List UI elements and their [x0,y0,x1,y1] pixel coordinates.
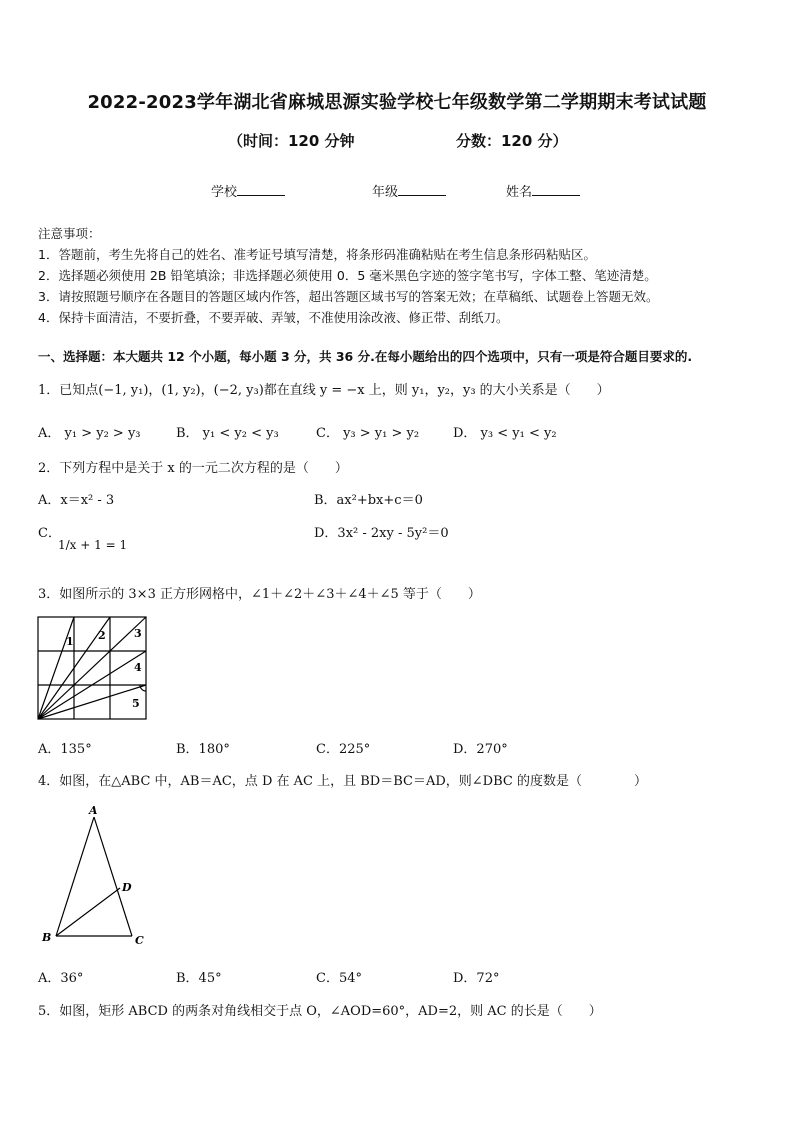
q1-option-d[interactable]: D． y₃ < y₁ < y₂ [453,426,557,441]
school-blank[interactable] [237,183,285,196]
question-4-stem: 4．如图，在△ABC 中，AB＝AC，点 D 在 AC 上，且 BD＝BC＝AD，则∠DBC 的度数是（ ） [38,774,647,789]
q3-option-a[interactable]: A．135° [38,742,92,757]
q2-option-a[interactable]: A．x＝x² - 3 [38,493,115,508]
q4-option-d[interactable]: D．72° [453,971,500,986]
vertex-label: D [122,881,132,894]
question-1-stem: 1．已知点(−1, y₁)，(1, y₂)，(−2, y₃)都在直线 y = −x 上，则 y₁，y₂，y₃ 的大小关系是（ ） [38,383,610,398]
q1-option-c[interactable]: C． y₃ > y₁ > y₂ [316,426,420,441]
vertex-label: C [135,934,144,947]
vertex-label: A [89,804,98,817]
q2-option-d[interactable]: D．3x² - 2xy - 5y²＝0 [314,526,449,541]
angle-label: 4 [134,661,142,674]
school-label: 学校 [211,185,238,200]
q3-option-d[interactable]: D．270° [453,742,508,757]
name-blank[interactable] [532,183,580,196]
notice-item: 3．请按照题号顺序在各题目的答题区域内作答，超出答题区域书写的答案无效；在草稿纸、试题卷上答题无效。 [38,289,659,304]
q3-option-b[interactable]: B．180° [176,742,230,757]
notice-heading: 注意事项： [38,226,101,241]
angle-label: 1 [66,635,74,648]
grid-angle-figure [36,615,148,721]
grade-label: 年级 [372,185,399,200]
notice-item: 2．选择题必须使用 2B 铅笔填涂；非选择题必须使用 0．5 毫米黑色字迹的签字笔书写，字体工整、笔迹清楚。 [38,268,657,283]
q1-option-b[interactable]: B． y₁ < y₂ < y₃ [176,426,279,441]
q2-option-c[interactable]: C． [38,526,61,541]
name-field[interactable] [506,181,580,200]
grade-blank[interactable] [398,183,446,196]
question-3-stem: 3．如图所示的 3×3 正方形网格中，∠1＋∠2＋∠3＋∠4＋∠5 等于（ ） [38,587,481,602]
vertex-label: B [42,931,52,944]
section-heading: 一、选择题：本大题共 12 个小题，每小题 3 分，共 36 分.在每小题给出的四个选项中，只有一项是符合题目要求的. [38,349,693,364]
question-2-stem: 2．下列方程中是关于 x 的一元二次方程的是（ ） [38,461,348,476]
notice-item: 1．答题前，考生先将自己的姓名、准考证号填写清楚，将条形码准确粘贴在考生信息条形码粘贴区。 [38,247,596,262]
q3-option-c[interactable]: C．225° [316,742,371,757]
q4-option-c[interactable]: C．54° [316,971,362,986]
grade-field[interactable] [372,181,446,200]
triangle-figure [36,800,156,950]
angle-label: 2 [98,629,106,642]
score-info: 分数：120 分） [456,132,568,150]
angle-label: 5 [132,697,140,710]
q1-option-a[interactable]: A． y₁ > y₂ > y₃ [38,426,141,441]
q4-option-a[interactable]: A．36° [38,971,84,986]
school-field[interactable] [211,181,285,200]
exam-title: 2022-2023学年湖北省麻城思源实验学校七年级数学第二学期期末考试试题 [87,92,707,113]
angle-label: 3 [134,627,142,640]
q4-option-b[interactable]: B．45° [176,971,222,986]
question-5-stem: 5．如图，矩形 ABCD 的两条对角线相交于点 O，∠AOD=60°，AD=2，则 AC 的长是（ ） [38,1004,602,1019]
name-label: 姓名 [506,185,533,200]
time-info: （时间：120 分钟 [228,132,355,150]
q2-option-b[interactable]: B．ax²+bx+c＝0 [314,493,423,508]
q2-option-c-expression: 1/x + 1 = 1 [58,538,128,552]
notice-item: 4．保持卡面清洁，不要折叠，不要弄破、弄皱，不准使用涂改液、修正带、刮纸刀。 [38,310,509,325]
